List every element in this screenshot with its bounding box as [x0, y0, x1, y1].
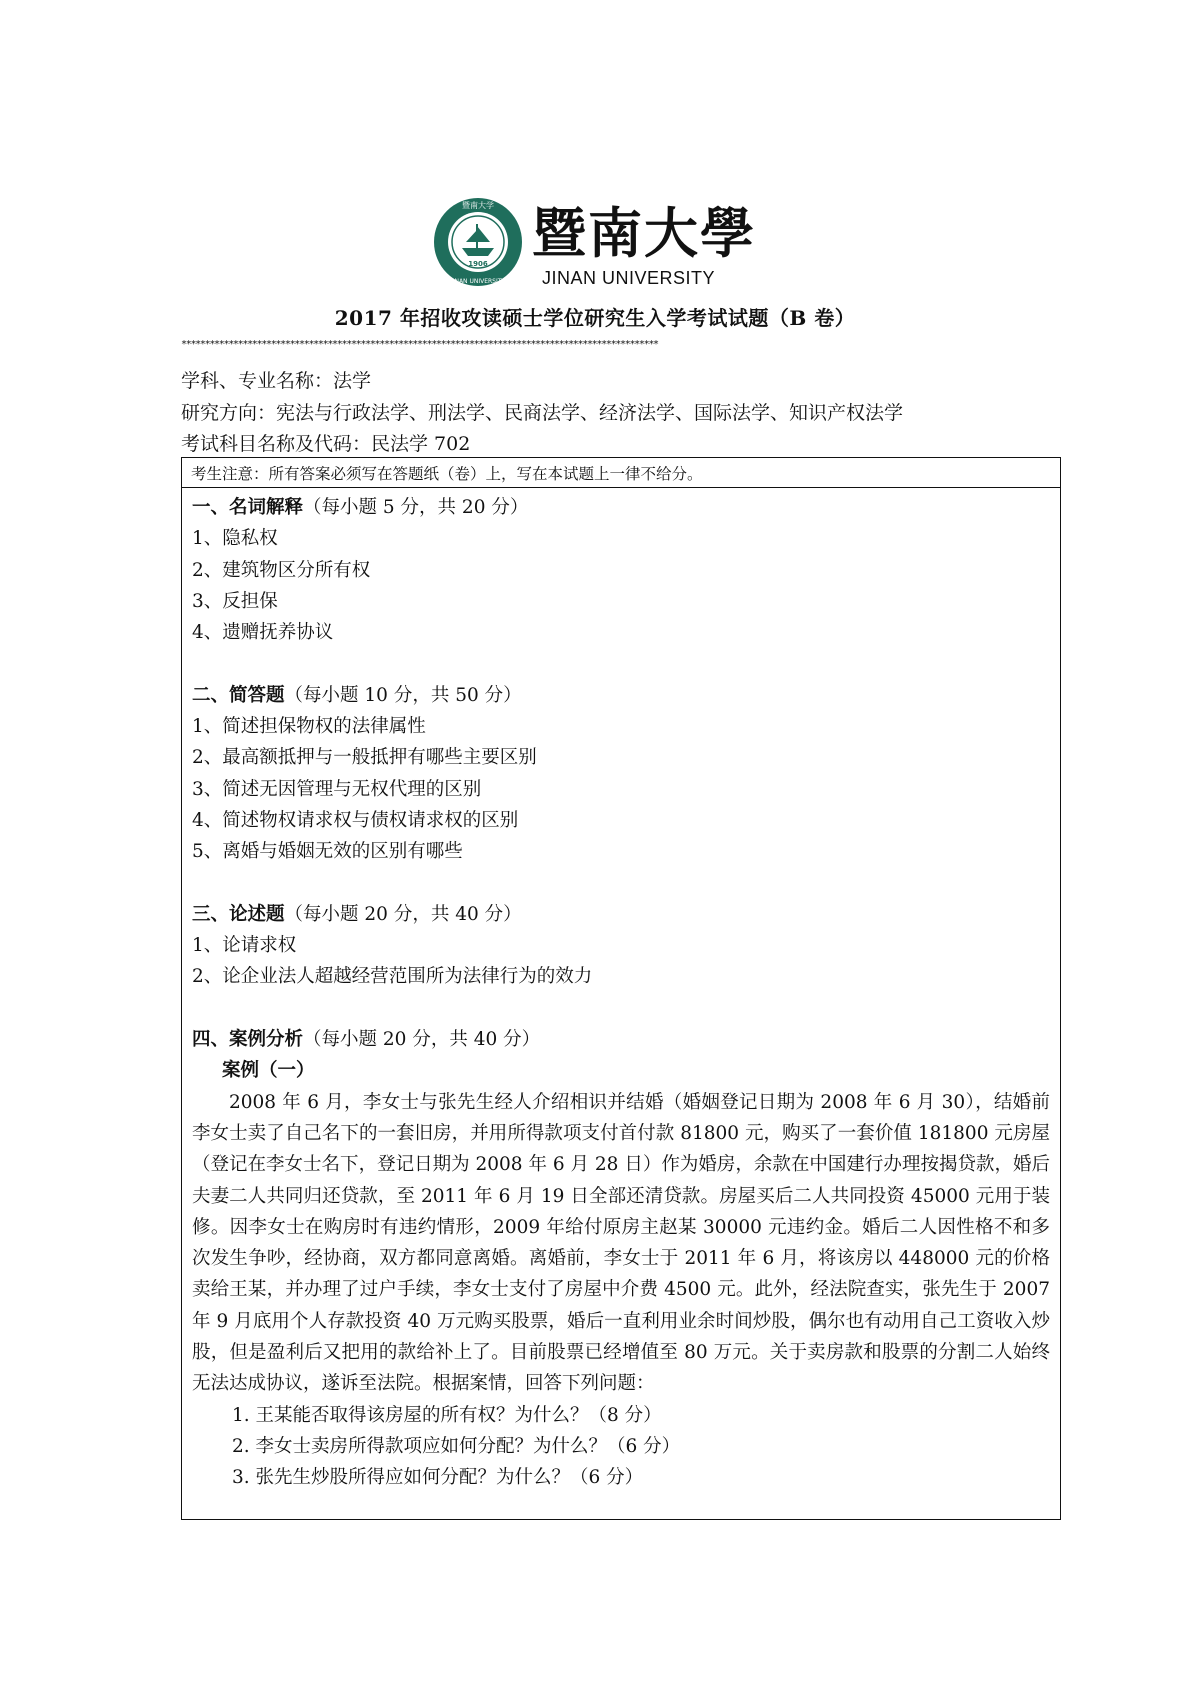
seal-text: 暨南大学: [462, 201, 494, 210]
seal-text-en: JINAN UNIVERSITY: [450, 278, 506, 285]
subject-line: 学科、专业名称：法学: [181, 370, 372, 392]
case-question: 1. 王某能否取得该房屋的所有权？为什么？（8 分）: [232, 1404, 662, 1426]
list-item: 2、论企业法人超越经营范围所为法律行为的效力: [192, 966, 593, 988]
section-3-heading: [192, 899, 1050, 930]
exam-title: 2017 年招收攻读硕士学位研究生入学考试试题（B 卷）: [334, 306, 856, 330]
list-item: 5、离婚与婚姻无效的区别有哪些: [192, 841, 463, 863]
university-logo: [432, 192, 782, 292]
section-1-heading: [192, 492, 1050, 523]
case-question: 3. 张先生炒股所得应如何分配？为什么？（6 分）: [232, 1467, 644, 1489]
university-seal: [434, 198, 522, 286]
list-item: 1、论请求权: [192, 935, 297, 957]
university-name-en: JINAN UNIVERSITY: [542, 268, 716, 288]
section-2-heading: [192, 680, 1050, 711]
section-2-score: （每小题 10 分，共 50 分）: [284, 684, 522, 706]
notice: 考生注意：所有答案必须写在答题纸（卷）上，写在本试题上一律不给分。: [182, 458, 1060, 488]
section-3-title: 三、论述题: [192, 903, 285, 925]
question-body: [182, 488, 1060, 1494]
section-4-title: 四、案例分析: [192, 1029, 304, 1051]
course-line: 考试科目名称及代码：民法学 702: [181, 433, 471, 455]
list-item: 2、建筑物区分所有权: [192, 559, 371, 581]
separator: *****************************************************************************************************: [181, 339, 658, 350]
list-item: 3、反担保: [192, 590, 278, 612]
case-text: 2008 年 6 月，李女士与张先生经人介绍相识并结婚（婚姻登记日期为 2008 年 6 月 30），结婚前李女士卖了自己名下的一套旧房，并用所得款项支付首付款 81800 元，购买了一套价值 181800 元房屋（登记在李女士名下，登记日期为 2008 年 6 月 28 日）作为婚房，余款在中国建行办理按揭贷款，婚后夫妻二人共同归还贷款，至 2011 年 6 月 19 日全部还清贷款。房屋买后二人共同投资 45000 元用于装修。因李女士在购房时有违约情形，2009 年给付原房主赵某 30000 元违约金。婚后二人因性格不和多次发生争吵，经协商，双方都同意离婚。离婚前，李女士于 2011 年 6 月，将该房以 448000 元的价格卖给王某，并办理了过户手续，李女士支付了房屋中介费 4500 元。此外，经法院查实，张先生于 2007 年 9 月底用个人存款投资 40 万元购买股票，婚后一直利用业余时间炒股，偶尔也有动用自己工资收入炒股，但是盈利后又把用的款给补上了。目前股票已经增值至 80 万元。关于卖房款和股票的分割二人始终无法达成协议，遂诉至法院。根据案情，回答下列问题：: [192, 1091, 1050, 1395]
list-item: 2、最高额抵押与一般抵押有哪些主要区别: [192, 747, 537, 769]
section-3-score: （每小题 20 分，共 40 分）: [284, 903, 522, 925]
section-1-score: （每小题 5 分，共 20 分）: [303, 497, 529, 518]
university-name-cn: 暨南大學: [532, 201, 756, 265]
section-4-score: （每小题 20 分，共 40 分）: [303, 1029, 541, 1051]
section-1-title: 一、名词解释: [192, 497, 304, 518]
section-4-heading: [192, 1024, 1050, 1055]
list-item: 1、隐私权: [192, 528, 278, 550]
seal-year: 1906: [468, 260, 488, 268]
list-item: 4、简述物权请求权与债权请求权的区别: [192, 809, 519, 831]
section-2-title: 二、简答题: [192, 684, 285, 706]
list-item: 4、遗赠抚养协议: [192, 622, 334, 644]
list-item: 1、简述担保物权的法律属性: [192, 716, 426, 738]
list-item: 3、简述无因管理与无权代理的区别: [192, 778, 482, 800]
exam-content-box: [181, 457, 1061, 1520]
case-title: 案例（一）: [222, 1060, 315, 1082]
case-question: 2. 李女士卖房所得款项应如何分配？为什么？（6 分）: [232, 1435, 681, 1457]
direction-line: 研究方向：宪法与行政法学、刑法学、民商法学、经济法学、国际法学、知识产权法学: [181, 402, 904, 424]
